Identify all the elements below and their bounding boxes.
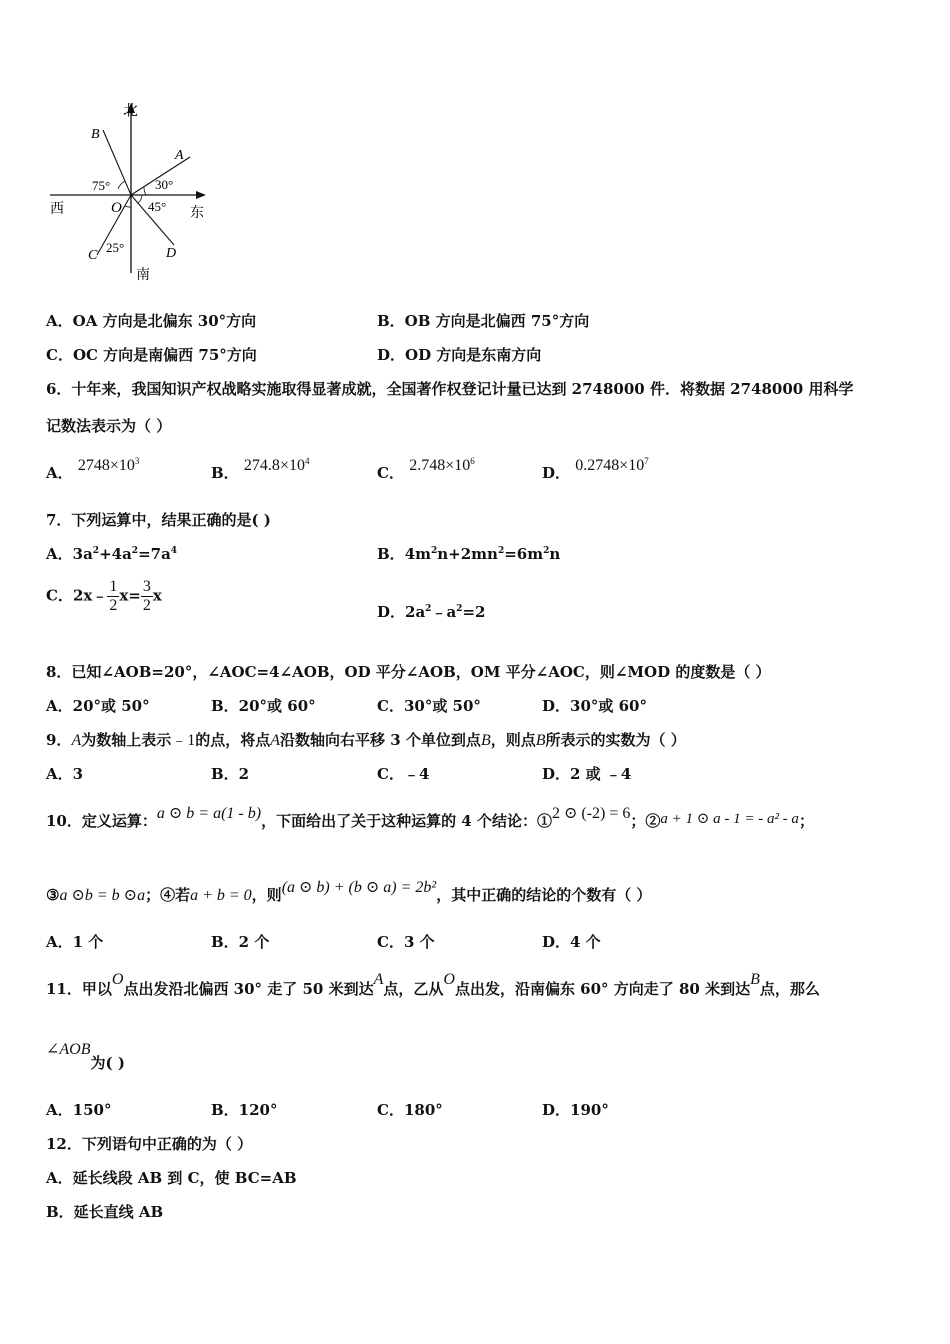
q7-option-c[interactable] bbox=[46, 578, 162, 615]
q11-option-b[interactable]: B．120° bbox=[211, 1101, 278, 1119]
q10-p5: ③ bbox=[46, 886, 60, 904]
q7-c-f2-num: 3 bbox=[142, 578, 151, 595]
q6-option-c[interactable] bbox=[377, 456, 475, 482]
q7-a-t1: 3a bbox=[72, 545, 93, 563]
q6-option-b[interactable] bbox=[211, 456, 310, 482]
q10-conclusion-2: a + 1 ⊙ a - 1 = - a² - a bbox=[660, 811, 799, 827]
q11-line1 bbox=[46, 971, 820, 999]
q7-b-t4: n bbox=[549, 545, 561, 563]
q7-a-t3: =7a bbox=[138, 545, 171, 563]
q8-option-a[interactable]: A．20°或 50° bbox=[46, 697, 150, 715]
q7-b-letter: B． bbox=[377, 545, 405, 563]
angle-label-c: 25° bbox=[106, 240, 125, 255]
q9-option-b[interactable]: B．2 bbox=[211, 765, 250, 783]
q6-option-a[interactable] bbox=[46, 456, 140, 482]
q7-c-t3: x bbox=[152, 586, 162, 605]
q11-b: B bbox=[750, 971, 760, 988]
label-c: C bbox=[88, 248, 98, 263]
q7-c-t1: 2x﹣ bbox=[72, 586, 108, 605]
q9-stem bbox=[46, 731, 686, 750]
q10-p7: ，则 bbox=[251, 886, 282, 904]
q6-b-base: 274.8×10 bbox=[243, 457, 305, 474]
label-north: 北 bbox=[123, 103, 139, 119]
q11-o2: O bbox=[443, 971, 455, 988]
q9-m1: ﹣1 bbox=[171, 732, 196, 749]
label-a: A bbox=[175, 148, 184, 163]
q7-d-t3: =2 bbox=[462, 603, 486, 621]
q10-option-d[interactable]: D．4 个 bbox=[542, 933, 601, 951]
angle-label-b: 75° bbox=[92, 178, 111, 193]
q6-option-d-value bbox=[575, 457, 649, 474]
q6-a-base: 2748×10 bbox=[77, 457, 135, 474]
east-arrow bbox=[196, 191, 206, 199]
q10-p4: ； bbox=[798, 812, 814, 830]
compass-figure bbox=[40, 95, 220, 285]
q9-b2: B bbox=[535, 732, 546, 749]
q9-p1: 为数轴上表示 bbox=[81, 731, 172, 749]
q9-p5: 所表示的实数为（ ） bbox=[545, 731, 686, 749]
q6-c-exp: 6 bbox=[470, 456, 475, 466]
q9-num: 9． bbox=[46, 731, 72, 749]
q6-option-d[interactable] bbox=[542, 456, 649, 482]
q10-option-c[interactable]: C．3 个 bbox=[377, 933, 435, 951]
angle-label-a: 30° bbox=[155, 177, 174, 192]
q11-p1: 11．甲以 bbox=[46, 980, 112, 998]
label-d: D bbox=[166, 246, 177, 261]
q8-option-d[interactable]: D．30°或 60° bbox=[542, 697, 647, 715]
q11-option-c[interactable]: C．180° bbox=[377, 1101, 443, 1119]
q12-option-a[interactable]: A．延长线段 AB 到 C，使 BC=AB bbox=[46, 1169, 297, 1187]
q6-option-d-letter: D． bbox=[542, 464, 571, 482]
q12-option-b[interactable]: B．延长直线 AB bbox=[46, 1203, 164, 1221]
label-east: 东 bbox=[190, 206, 204, 221]
q10-conclusion-4b: (a ⊙ b) + (b ⊙ a) = 2b² bbox=[281, 879, 437, 896]
q7-a-e1: 2 bbox=[92, 546, 100, 556]
q10-option-b[interactable]: B．2 个 bbox=[211, 933, 270, 951]
angle-label-d: 45° bbox=[148, 199, 167, 214]
q7-c-frac1 bbox=[107, 578, 119, 615]
q7-b-e3: 2 bbox=[543, 546, 550, 556]
q10-p8: ，其中正确的结论的个数有（ ） bbox=[436, 886, 652, 904]
q7-a-letter: A． bbox=[46, 545, 73, 563]
q10-p2: ，下面给出了关于这种运算的 4 个结论：① bbox=[261, 812, 552, 830]
q7-b-t3: =6m bbox=[504, 545, 544, 563]
q9-a2: A bbox=[270, 732, 281, 749]
q6-option-c-value bbox=[409, 457, 475, 474]
q9-option-a[interactable]: A．3 bbox=[46, 765, 84, 783]
q9-p3: 沿数轴向右平移 3 个单位到点 bbox=[280, 731, 481, 749]
q11-a: A bbox=[373, 971, 384, 988]
q5-option-d[interactable]: D．OD 方向是东南方向 bbox=[377, 346, 542, 364]
q12-stem: 12．下列语句中正确的为（ ） bbox=[46, 1135, 253, 1153]
q11-p6: 为( ) bbox=[90, 1054, 125, 1072]
q7-a-e3: 4 bbox=[170, 546, 178, 556]
q9-option-c[interactable]: C．﹣4 bbox=[377, 765, 430, 783]
q7-b-t2: n+2mn bbox=[437, 545, 498, 563]
q7-d-t1: 2a bbox=[405, 603, 426, 621]
q8-option-b[interactable]: B．20°或 60° bbox=[211, 697, 316, 715]
q7-stem: 7．下列运算中，结果正确的是( ) bbox=[46, 511, 271, 529]
q7-d-t2: ﹣a bbox=[431, 603, 457, 621]
q7-c-t2: x= bbox=[119, 586, 141, 605]
q6-d-exp: 7 bbox=[644, 456, 649, 466]
q11-line2 bbox=[46, 1041, 125, 1072]
q6-c-base: 2.748×10 bbox=[409, 457, 471, 474]
q8-stem: 8．已知∠AOB=20°，∠AOC=4∠AOB，OD 平分∠AOB，OM 平分∠AOC，则∠MOD 的度数是（ ） bbox=[46, 663, 771, 681]
q11-angle: ∠AOB bbox=[46, 1041, 91, 1058]
arc-b bbox=[118, 181, 125, 189]
q7-d-letter: D． bbox=[377, 603, 406, 621]
q5-option-a[interactable]: A．OA 方向是北偏东 30°方向 bbox=[46, 312, 257, 330]
q6-stem-line2: 记数法表示为（ ） bbox=[46, 417, 172, 435]
q10-line1 bbox=[46, 805, 814, 831]
q5-option-c[interactable]: C．OC 方向是南偏西 75°方向 bbox=[46, 346, 257, 364]
q11-p4: 点出发，沿南偏东 60° 方向走了 80 米到达 bbox=[454, 980, 751, 998]
q6-a-exp: 3 bbox=[134, 456, 140, 466]
q7-option-b[interactable] bbox=[377, 545, 560, 563]
q8-option-c[interactable]: C．30°或 50° bbox=[377, 697, 481, 715]
q10-conclusion-4a: a + b = 0 bbox=[190, 887, 252, 904]
q7-b-e1: 2 bbox=[431, 546, 438, 556]
q10-p6: ；④若 bbox=[145, 886, 191, 904]
q6-option-a-value bbox=[78, 457, 140, 474]
q7-b-e2: 2 bbox=[497, 546, 505, 556]
q7-a-t2: +4a bbox=[99, 545, 132, 563]
q6-d-base: 0.2748×10 bbox=[575, 457, 645, 474]
q7-c-letter: C． bbox=[46, 586, 73, 605]
label-south: 南 bbox=[136, 268, 150, 283]
q11-p5: 点，那么 bbox=[759, 980, 820, 998]
q6-option-b-value bbox=[244, 457, 310, 474]
arc-c bbox=[125, 206, 131, 207]
q10-conclusion-1: 2 ⊙ (-2) = 6 bbox=[551, 805, 631, 822]
q10-definition: a ⊙ b = a(1 - b) bbox=[156, 805, 262, 822]
q7-b-t1: 4m bbox=[404, 545, 431, 563]
q9-a: A bbox=[71, 732, 82, 749]
q11-option-d[interactable]: D．190° bbox=[542, 1101, 609, 1119]
q6-stem-line1: 6．十年来，我国知识产权战略实施取得显著成就，全国著作权登记计量已达到 2748000 件．将数据 2748000 用科学 bbox=[46, 380, 854, 398]
q7-c-f2-den: 2 bbox=[142, 597, 151, 614]
q7-d-e1: 2 bbox=[425, 604, 432, 614]
q9-b: B bbox=[480, 732, 491, 749]
q9-p4: ，则点 bbox=[490, 731, 536, 749]
q10-p1: 10．定义运算： bbox=[46, 812, 157, 830]
q7-c-f1-num: 1 bbox=[109, 578, 118, 595]
q9-option-d[interactable]: D．2 或 ﹣4 bbox=[542, 765, 632, 783]
q11-o1: O bbox=[111, 971, 124, 988]
q6-option-c-letter: C． bbox=[377, 464, 404, 482]
q10-conclusion-3: a ⊙b = b ⊙a bbox=[59, 887, 146, 904]
q6-option-b-letter: B． bbox=[211, 464, 239, 482]
label-b: B bbox=[91, 127, 100, 142]
q11-p2: 点出发沿北偏西 30° 走了 50 米到达 bbox=[123, 980, 374, 998]
q5-option-b[interactable]: B．OB 方向是北偏西 75°方向 bbox=[377, 312, 590, 330]
q7-c-f1-den: 2 bbox=[109, 597, 118, 614]
q7-d-e2: 2 bbox=[456, 604, 463, 614]
q10-line2 bbox=[46, 879, 652, 905]
q7-option-a[interactable] bbox=[46, 545, 177, 563]
label-origin: O bbox=[111, 200, 122, 216]
q6-option-a-letter: A． bbox=[46, 464, 73, 482]
q10-option-a[interactable]: A．1 个 bbox=[46, 933, 104, 951]
q7-c-frac2 bbox=[141, 578, 153, 615]
q11-option-a[interactable]: A．150° bbox=[46, 1101, 112, 1119]
arc-a bbox=[144, 187, 146, 195]
q7-option-d[interactable] bbox=[377, 603, 485, 621]
q6-b-exp: 4 bbox=[304, 456, 310, 466]
q9-p2: 的点，将点 bbox=[195, 731, 271, 749]
q10-p3: ；② bbox=[630, 812, 661, 830]
q11-p3: 点，乙从 bbox=[383, 980, 444, 998]
arc-d bbox=[138, 195, 142, 203]
label-west: 西 bbox=[50, 202, 64, 217]
q7-a-e2: 2 bbox=[131, 546, 139, 556]
